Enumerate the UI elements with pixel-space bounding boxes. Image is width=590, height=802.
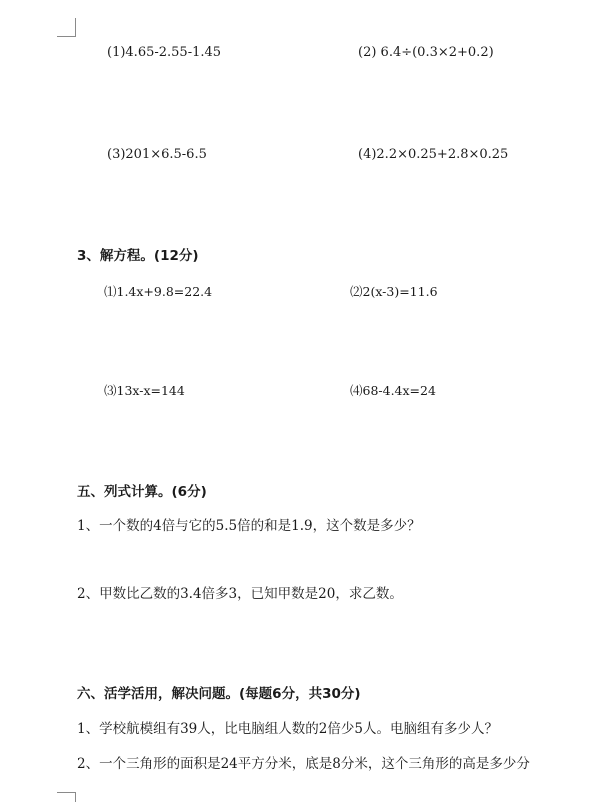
calc-item-1: (1)4.65-2.55-1.45 bbox=[107, 45, 222, 60]
calc-item-3: (3)201×6.5-6.5 bbox=[107, 147, 207, 162]
question-5-2: 2、甲数比乙数的3.4倍多3，已知甲数是20，求乙数。 bbox=[77, 586, 403, 602]
section-3-heading: 3、解方程。(12分) bbox=[77, 248, 199, 264]
equation-2: ⑵2(x-3)=11.6 bbox=[350, 284, 438, 299]
page-corner-mark-top bbox=[57, 18, 76, 37]
question-6-1: 1、学校航模组有39人，比电脑组人数的2倍少5人。电脑组有多少人？ bbox=[77, 721, 498, 737]
equation-3: ⑶13x-x=144 bbox=[104, 383, 185, 398]
section-5-heading: 五、列式计算。(6分) bbox=[77, 484, 207, 500]
equation-4: ⑷68-4.4x=24 bbox=[350, 383, 436, 398]
calc-item-2: (2) 6.4÷(0.3×2+0.2) bbox=[358, 45, 494, 60]
equation-1: ⑴1.4x+9.8=22.4 bbox=[104, 284, 213, 299]
section-6-heading: 六、活学活用，解决问题。(每题6分，共30分) bbox=[77, 686, 361, 702]
question-6-2: 2、一个三角形的面积是24平方分米，底是8分米，这个三角形的高是多少分 bbox=[77, 756, 530, 772]
question-5-1: 1、一个数的4倍与它的5.5倍的和是1.9，这个数是多少？ bbox=[77, 518, 421, 534]
calc-item-4: (4)2.2×0.25+2.8×0.25 bbox=[358, 147, 509, 162]
